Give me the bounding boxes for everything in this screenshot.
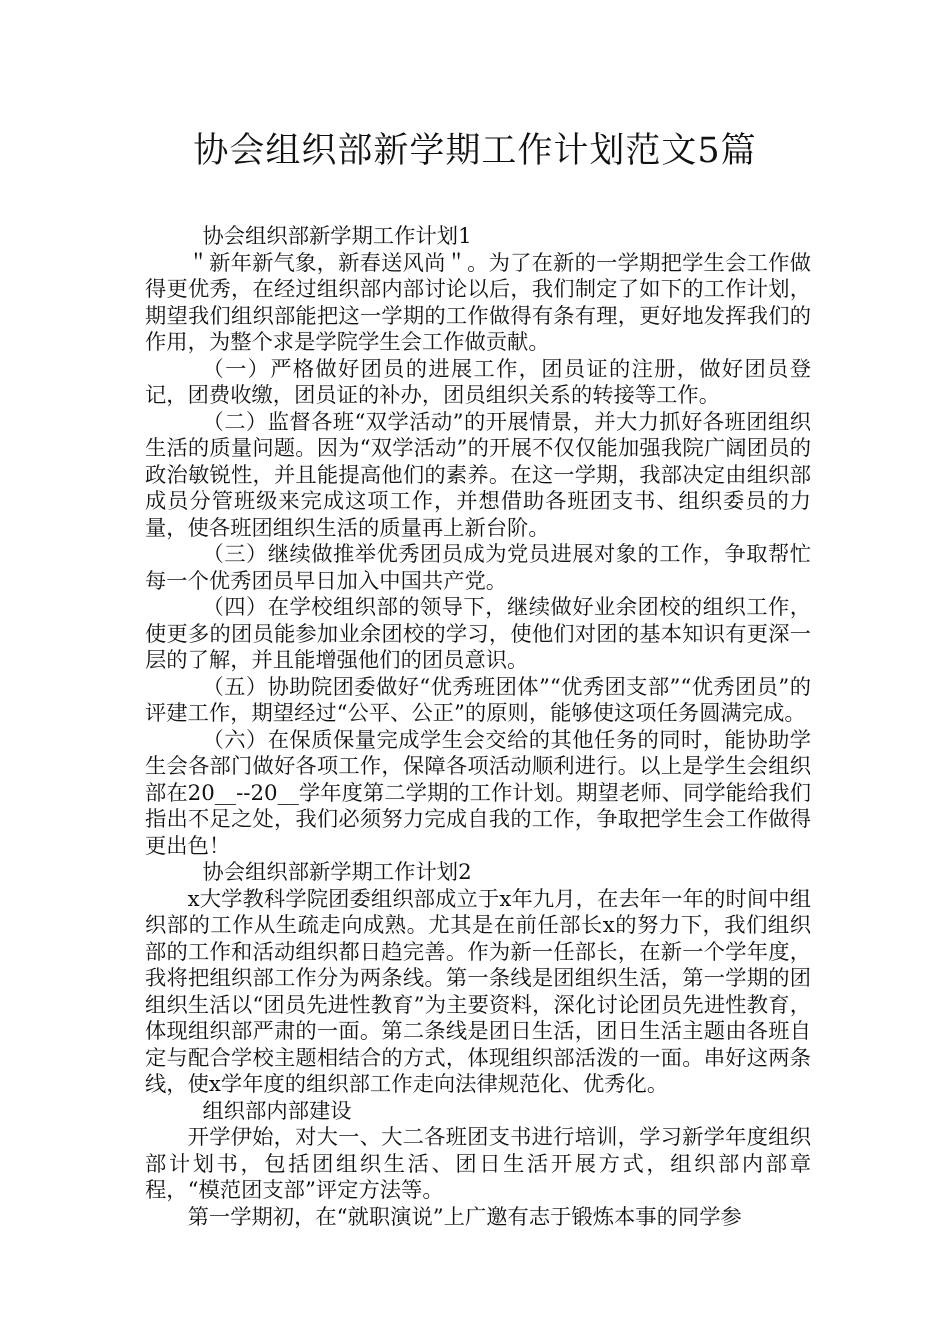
section-heading: 组织部内部建设 [202, 1098, 352, 1124]
list-item: （三）继续做推举优秀团员成为党员进展对象的工作，争取帮忙每一个优秀团员早日加入中国共产党。 [145, 542, 811, 594]
section-heading: 协会组织部新学期工作计划2 [202, 860, 472, 885]
paragraph: 开学伊始，对大一、大二各班团支书进行培训，学习新学年度组织部计划书，包括团组织生活、团日生活开展方式，组织部内部章程，“模范团支部”评定方法等。 [145, 1125, 811, 1203]
list-item: （五）协助院团委做好“优秀班团体”“优秀团支部”“优秀团员”的评建工作，期望经过“公平、公正”的原则，能够使这项任务圆满完成。 [145, 674, 811, 726]
paragraph: 第一学期初，在“就职演说”上广邀有志于锻炼本事的同学参 [187, 1204, 742, 1230]
document-title: 协会组织部新学期工作计划范文5篇 [193, 131, 757, 171]
section-heading: 协会组织部新学期工作计划1 [202, 224, 472, 249]
list-item: （二）监督各班“双学活动”的开展情景，并大力抓好各班团组织生活的质量问题。因为“双学活动”的开展不仅仅能加强我院广阔团员的政治敏锐性，并且能提高他们的素养。在这一学期，我部决定由组织部成员分管班级来完成这项工作，并想借助各班团支书、组织委员的力量，使各班团组织生活的质量再上新台阶。 [145, 409, 811, 541]
paragraph: x大学教科学院团委组织部成立于x年九月，在去年一年的时间中组织部的工作从生疏走向成熟。尤其是在前任部长x的努力下，我们组织部的工作和活动组织都日趋完善。作为新一任部长，在新一个学年度，我将把组织部工作分为两条线。第一条线是团组织生活，第一学期的团组织生活以“团员先进性教育”为主要资料，深化讨论团员先进性教育，体现组织部严肃的一面。第二条线是团日生活，团日生活主题由各班自定与配合学校主题相结合的方式，体现组织部活泼的一面。串好这两条线，使x学年度的组织部工作走向法律规范化、优秀化。 [145, 886, 811, 1097]
list-item: （一）严格做好团员的进展工作，团员证的注册，做好团员登记，团费收缴，团员证的补办，团员组织关系的转接等工作。 [145, 356, 811, 408]
list-item: （四）在学校组织部的领导下，继续做好业余团校的组织工作，使更多的团员能参加业余团校的学习，使他们对团的基本知识有更深一层的了解，并且能增强他们的团员意识。 [145, 595, 811, 673]
list-item: （六）在保质保量完成学生会交给的其他任务的同时，能协助学生会各部门做好各项工作，保障各项活动顺利进行。以上是学生会组织部在20__--20__学年度第二学期的工作计划。期望老师、同学能给我们指出不足之处，我们必须努力完成自我的工作，争取把学生会工作做得更出色！ [145, 727, 811, 859]
paragraph: ＂新年新气象，新春送风尚＂。为了在新的一学期把学生会工作做得更优秀，在经过组织部内部讨论以后，我们制定了如下的工作计划，期望我们组织部能把这一学期的工作做得有条有理，更好地发挥我们的作用，为整个求是学院学生会工作做贡献。 [145, 250, 811, 355]
document-body [145, 224, 811, 1231]
